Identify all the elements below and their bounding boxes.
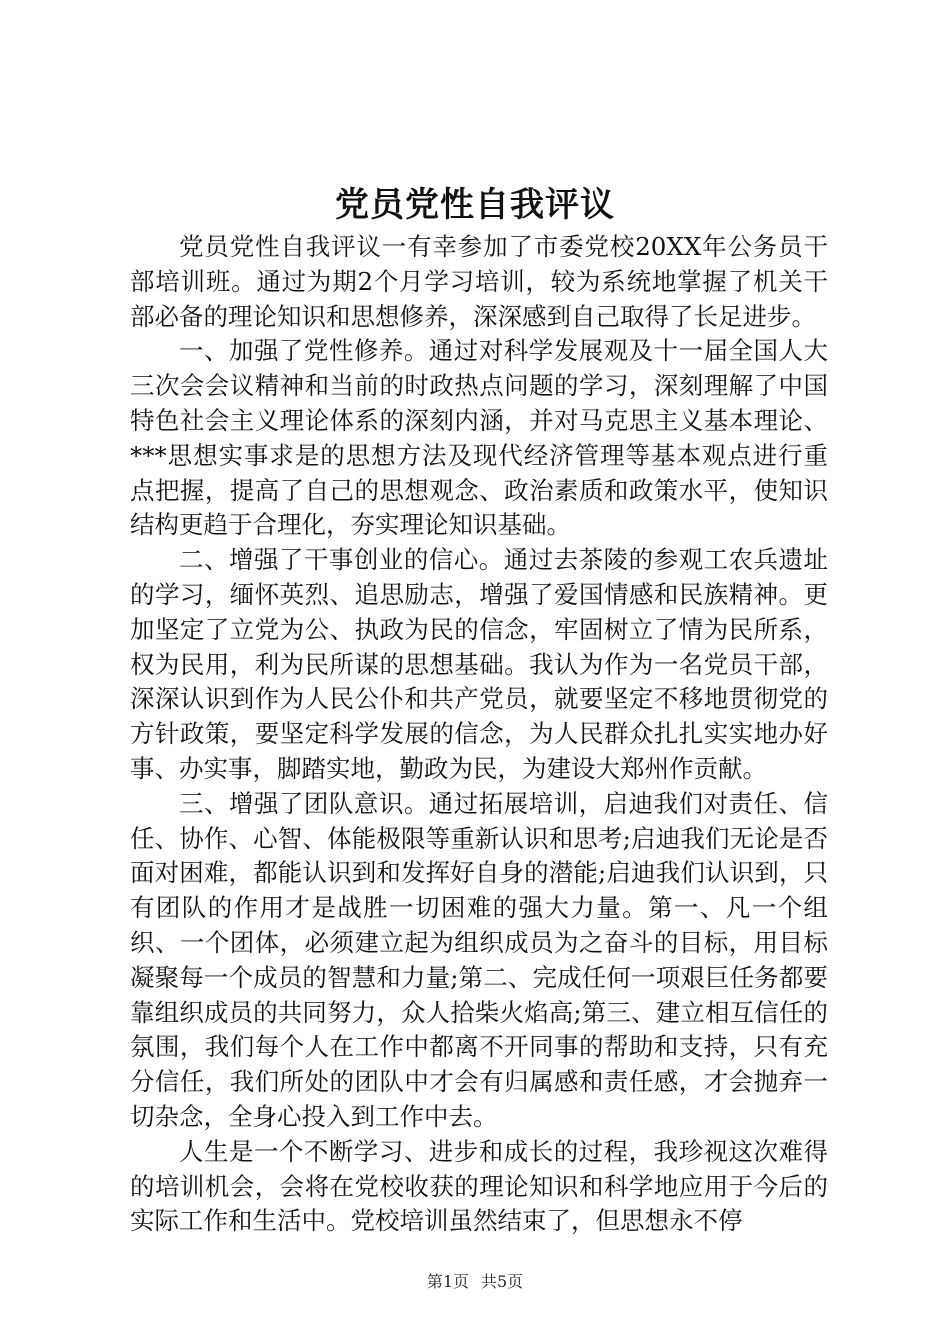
paragraph-section-2: 二、增强了干事创业的信心。通过去茶陵的参观工农兵遗址的学习，缅怀英烈、追思励志，增强了爱国情感和民族精神。更加坚定了立党为公、执政为民的信念，牢固树立了情为民所系，权为民用，利为民所谋的思想基础。我认为作为一名党员干部，深深认识到作为人民公仆和共产党员，就要坚定不移地贯彻党的方针政策，要坚定科学发展的信念，为人民群众扎扎实实地办好事、办实事，脚踏实地，勤政为民，为建设大郑州作贡献。 xyxy=(130,545,828,783)
paragraph-intro: 党员党性自我评议一有幸参加了市委党校20XX年公务员干部培训班。通过为期2个月学习培训，较为系统地掌握了机关干部必备的理论知识和思想修养，深深感到自己取得了长足进步。 xyxy=(130,232,828,331)
page-number: 第1页 xyxy=(426,1272,469,1291)
paragraph-conclusion: 人生是一个不断学习、进步和成长的过程，我珍视这次难得的培训机会，会将在党校收获的理论知识和科学地应用于今后的实际工作和生活中。党校培训虽然结束了，但思想永不停 xyxy=(130,1136,828,1236)
document-title: 党员党性自我评议 xyxy=(335,185,615,225)
document-body xyxy=(130,230,828,1239)
paragraph-section-3: 三、增强了团队意识。通过拓展培训，启迪我们对责任、信任、协作、心智、体能极限等重新认识和思考;启迪我们无论是否面对困难，都能认识到和发挥好自身的潜能;启迪我们认识到，只有团队的作用才是战胜一切困难的强大力量。第一、凡一个组织、一个团体，必须建立起为组织成员为之奋斗的目标，用目标凝聚每一个成员的智慧和力量;第二、完成任何一项艰巨任务都要靠组织成员的共同努力，众人拾柴火焰高;第三、建立相互信任的氛围，我们每个人在工作中都离不开同事的帮助和支持，只有充分信任，我们所处的团队中才会有归属感和责任感，才会抛弃一切杂念，全身心投入到工作中去。 xyxy=(130,788,828,1131)
page-footer xyxy=(0,1272,950,1292)
page-total: 共5页 xyxy=(481,1272,524,1291)
paragraph-section-1: 一、加强了党性修养。通过对科学发展观及十一届全国人大三次会会议精神和当前的时政热点问题的学习，深刻理解了中国特色社会主义理论体系的深刻内涵，并对马克思主义基本理论、***思想实事求是的思想方法及现代经济管理等基本观点进行重点把握，提高了自己的思想观念、政治素质和政策水平，使知识结构更趋于合理化，夯实理论知识基础。 xyxy=(130,336,828,540)
